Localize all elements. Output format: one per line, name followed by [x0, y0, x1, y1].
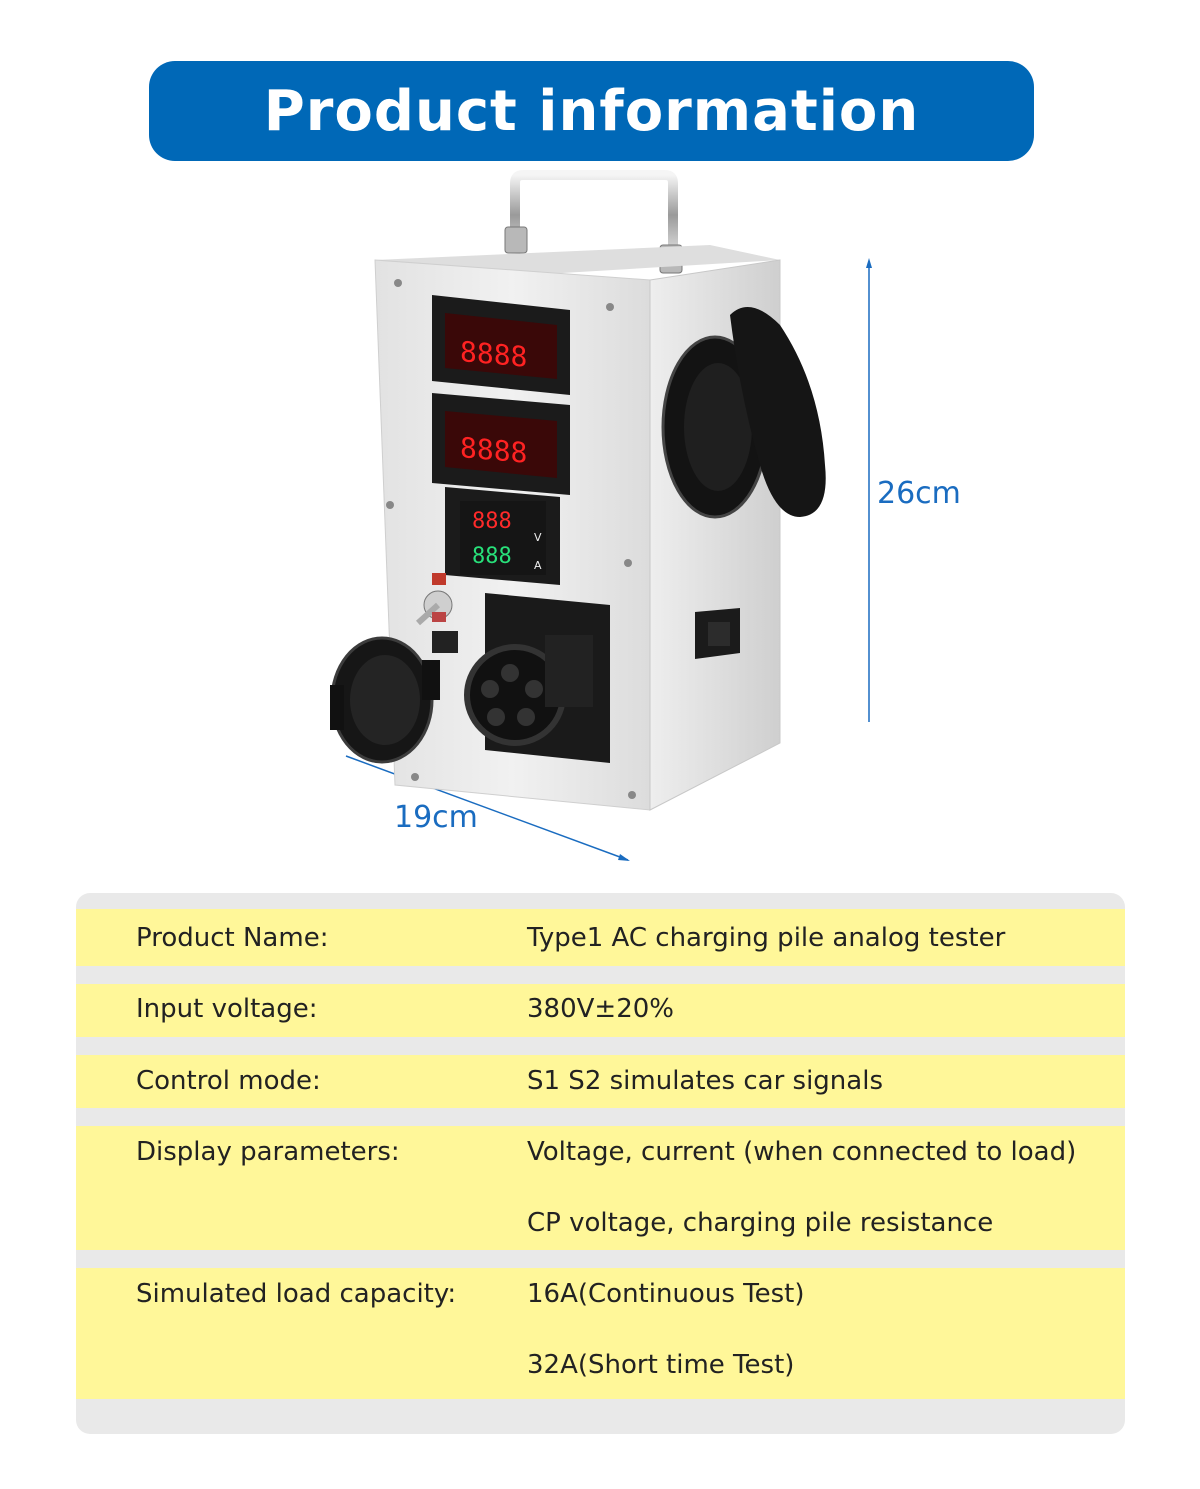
va-unit-a: A [534, 559, 542, 572]
small-switch-icon [432, 631, 458, 653]
charging-tester-image [320, 165, 880, 845]
spec-table [76, 893, 1125, 1434]
spec-label: Input voltage: [136, 993, 318, 1024]
spec-value: Type1 AC charging pile analog tester [527, 922, 1006, 953]
va-unit-v: V [534, 531, 542, 544]
voltage-display [432, 295, 570, 395]
va-top-digits: 888 [472, 509, 512, 534]
va-bottom-digits: 888 [472, 544, 512, 569]
type1-socket-icon [467, 593, 610, 763]
page-title: Product information [263, 78, 920, 144]
spec-label: Control mode: [136, 1065, 321, 1096]
spec-label: Product Name: [136, 922, 329, 953]
spec-value: CP voltage, charging pile resistance [527, 1207, 994, 1238]
width-dimension-label: 19cm [394, 800, 478, 835]
spec-value: 32A(Short time Test) [527, 1349, 795, 1380]
current-display [432, 393, 570, 495]
display-2-digits: 8888 [460, 431, 528, 470]
spec-value: 380V±20% [527, 993, 674, 1024]
power-inlet-icon [695, 608, 740, 659]
height-dimension-label: 26cm [877, 476, 961, 511]
spec-value: S1 S2 simulates car signals [527, 1065, 883, 1096]
spec-value: 16A(Continuous Test) [527, 1278, 805, 1309]
display-1-digits: 8888 [460, 335, 528, 374]
va-meter [445, 487, 560, 585]
spec-label: Display parameters: [136, 1136, 400, 1167]
spec-label: Simulated load capacity: [136, 1278, 457, 1309]
spec-value: Voltage, current (when connected to load) [527, 1136, 1077, 1167]
